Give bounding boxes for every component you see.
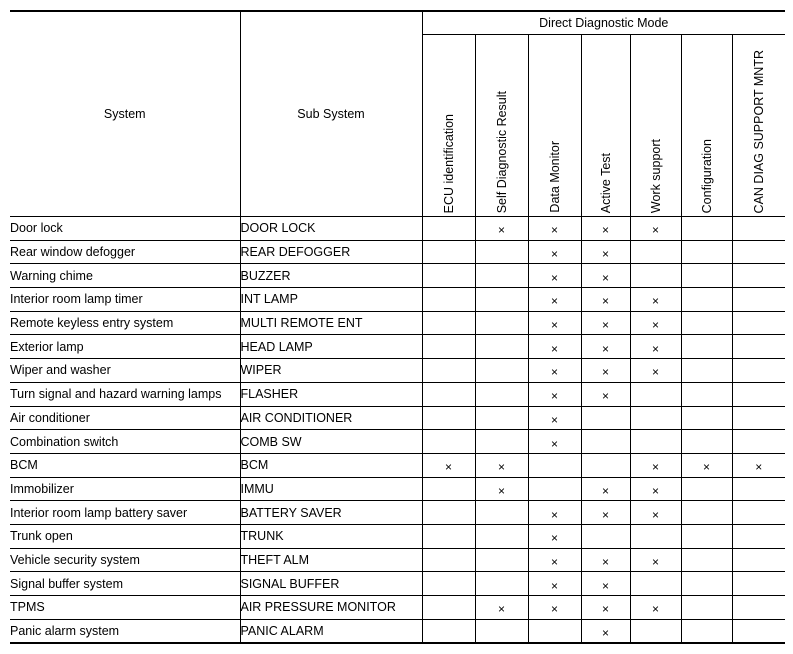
mode-mark-cell [630, 217, 681, 241]
sub-system-cell: DOOR LOCK [240, 217, 422, 241]
table-row [10, 548, 785, 572]
mode-mark-cell [422, 288, 475, 312]
mark-x: × [550, 341, 558, 356]
mode-mark-cell [475, 382, 528, 406]
mark-x: × [550, 507, 558, 522]
header-work-support: Work support [630, 35, 681, 217]
mode-mark-cell [630, 406, 681, 430]
mode-mark-cell [732, 453, 785, 477]
sub-system-cell: TRUNK [240, 524, 422, 548]
mark-x: × [651, 341, 659, 356]
mode-mark-cell [528, 572, 581, 596]
mode-mark-cell [528, 548, 581, 572]
mode-mark-cell [528, 217, 581, 241]
mode-mark-cell [422, 359, 475, 383]
mode-mark-cell [581, 288, 630, 312]
system-cell: Remote keyless entry system [10, 311, 240, 335]
system-cell: Immobilizer [10, 477, 240, 501]
mode-mark-cell [681, 335, 732, 359]
mode-mark-cell [422, 240, 475, 264]
mode-mark-cell [528, 382, 581, 406]
mode-mark-cell [475, 548, 528, 572]
mark-x: × [651, 223, 659, 238]
mode-mark-cell [630, 264, 681, 288]
mark-x: × [550, 602, 558, 617]
sub-system-cell: IMMU [240, 477, 422, 501]
mode-mark-cell [475, 619, 528, 643]
mark-x: × [702, 460, 710, 475]
mode-mark-cell [681, 240, 732, 264]
mark-x: × [651, 602, 659, 617]
system-cell: Warning chime [10, 264, 240, 288]
mode-mark-cell [630, 524, 681, 548]
mark-x: × [550, 578, 558, 593]
header-configuration: Configuration [681, 35, 732, 217]
mark-x: × [550, 294, 558, 309]
mode-mark-cell [581, 453, 630, 477]
mode-mark-cell [732, 548, 785, 572]
header-ecu-identification: ECU identification [422, 35, 475, 217]
mode-mark-cell [422, 335, 475, 359]
mode-mark-cell [581, 477, 630, 501]
mark-x: × [601, 223, 609, 238]
mark-x: × [651, 507, 659, 522]
mode-mark-cell [422, 453, 475, 477]
mode-mark-cell [422, 406, 475, 430]
mode-mark-cell [630, 359, 681, 383]
sub-system-cell: INT LAMP [240, 288, 422, 312]
mark-x: × [601, 270, 609, 285]
mode-mark-cell [681, 619, 732, 643]
mode-mark-cell [581, 619, 630, 643]
mark-x: × [601, 554, 609, 569]
mode-mark-cell [475, 524, 528, 548]
mark-x: × [601, 294, 609, 309]
system-cell: Vehicle security system [10, 548, 240, 572]
mode-mark-cell [732, 619, 785, 643]
mode-mark-cell [681, 524, 732, 548]
mode-mark-cell [581, 430, 630, 454]
mode-mark-cell [475, 240, 528, 264]
mode-mark-cell [630, 477, 681, 501]
mode-mark-cell [528, 477, 581, 501]
mark-x: × [444, 460, 452, 475]
mark-x: × [550, 318, 558, 333]
mark-x: × [497, 602, 505, 617]
mode-mark-cell [630, 501, 681, 525]
mode-mark-cell [681, 217, 732, 241]
mode-mark-cell [581, 501, 630, 525]
mark-x: × [651, 483, 659, 498]
system-cell: Signal buffer system [10, 572, 240, 596]
mode-mark-cell [732, 240, 785, 264]
sub-system-cell: COMB SW [240, 430, 422, 454]
mode-mark-cell [581, 382, 630, 406]
mode-mark-cell [528, 619, 581, 643]
sub-system-cell: HEAD LAMP [240, 335, 422, 359]
mode-mark-cell [422, 548, 475, 572]
table-row [10, 240, 785, 264]
table-row [10, 264, 785, 288]
mode-mark-cell [475, 477, 528, 501]
mode-mark-cell [630, 311, 681, 335]
mode-mark-cell [732, 501, 785, 525]
mode-mark-cell [581, 240, 630, 264]
mode-mark-cell [475, 453, 528, 477]
mark-x: × [651, 294, 659, 309]
mode-mark-cell [681, 548, 732, 572]
header-row-top [10, 11, 785, 35]
mark-x: × [601, 247, 609, 262]
table-row [10, 477, 785, 501]
mode-mark-cell [630, 572, 681, 596]
mark-x: × [550, 412, 558, 427]
mark-x: × [755, 460, 763, 475]
system-cell: Rear window defogger [10, 240, 240, 264]
mode-mark-cell [681, 572, 732, 596]
mode-mark-cell [732, 359, 785, 383]
mode-mark-cell [475, 596, 528, 620]
mode-mark-cell [528, 359, 581, 383]
table-row [10, 288, 785, 312]
diagnostic-table-container [10, 10, 785, 644]
mode-mark-cell [630, 453, 681, 477]
mark-x: × [651, 365, 659, 380]
mark-x: × [601, 341, 609, 356]
mode-mark-cell [475, 264, 528, 288]
header-self-diagnostic-result: Self Diagnostic Result [475, 35, 528, 217]
mode-mark-cell [475, 288, 528, 312]
mode-mark-cell [681, 596, 732, 620]
mode-mark-cell [732, 335, 785, 359]
mode-mark-cell [422, 430, 475, 454]
mode-mark-cell [422, 501, 475, 525]
header-system: System [10, 11, 240, 217]
mode-mark-cell [528, 288, 581, 312]
table-row [10, 453, 785, 477]
system-cell: Turn signal and hazard warning lamps [10, 382, 240, 406]
mode-mark-cell [732, 288, 785, 312]
sub-system-cell: AIR CONDITIONER [240, 406, 422, 430]
mode-mark-cell [630, 596, 681, 620]
mode-mark-cell [630, 430, 681, 454]
mode-mark-cell [681, 430, 732, 454]
mode-mark-cell [630, 382, 681, 406]
mode-mark-cell [528, 240, 581, 264]
mark-x: × [601, 602, 609, 617]
mark-x: × [601, 626, 609, 641]
header-sub-system: Sub System [240, 11, 422, 217]
mode-mark-cell [581, 335, 630, 359]
table-row [10, 359, 785, 383]
mode-mark-cell [630, 619, 681, 643]
mode-mark-cell [528, 430, 581, 454]
mode-mark-cell [681, 288, 732, 312]
mode-mark-cell [528, 501, 581, 525]
mark-x: × [550, 554, 558, 569]
table-row [10, 430, 785, 454]
sub-system-cell: FLASHER [240, 382, 422, 406]
table-row [10, 335, 785, 359]
mode-mark-cell [630, 548, 681, 572]
system-cell: Combination switch [10, 430, 240, 454]
mode-mark-cell [528, 524, 581, 548]
table-row [10, 596, 785, 620]
mode-mark-cell [581, 311, 630, 335]
system-cell: Door lock [10, 217, 240, 241]
sub-system-cell: BUZZER [240, 264, 422, 288]
table-body [10, 217, 785, 644]
table-row [10, 572, 785, 596]
mode-mark-cell [681, 359, 732, 383]
sub-system-cell: BCM [240, 453, 422, 477]
sub-system-cell: WIPER [240, 359, 422, 383]
sub-system-cell: REAR DEFOGGER [240, 240, 422, 264]
mark-x: × [550, 247, 558, 262]
header-active-test: Active Test [581, 35, 630, 217]
mode-mark-cell [528, 311, 581, 335]
mode-mark-cell [475, 217, 528, 241]
diagnostic-mode-table [10, 10, 785, 644]
mode-mark-cell [732, 264, 785, 288]
mode-mark-cell [681, 453, 732, 477]
mode-mark-cell [475, 406, 528, 430]
header-data-monitor: Data Monitor [528, 35, 581, 217]
mode-mark-cell [681, 501, 732, 525]
sub-system-cell: SIGNAL BUFFER [240, 572, 422, 596]
mark-x: × [497, 483, 505, 498]
mode-mark-cell [475, 430, 528, 454]
system-cell: Panic alarm system [10, 619, 240, 643]
sub-system-cell: THEFT ALM [240, 548, 422, 572]
mode-mark-cell [475, 335, 528, 359]
header-direct-diagnostic-mode: Direct Diagnostic Mode [422, 11, 785, 35]
mode-mark-cell [581, 406, 630, 430]
table-row [10, 501, 785, 525]
mark-x: × [601, 483, 609, 498]
mode-mark-cell [681, 311, 732, 335]
mode-mark-cell [422, 264, 475, 288]
mode-mark-cell [422, 619, 475, 643]
mode-mark-cell [732, 382, 785, 406]
sub-system-cell: BATTERY SAVER [240, 501, 422, 525]
mark-x: × [601, 365, 609, 380]
table-row [10, 311, 785, 335]
mode-mark-cell [581, 548, 630, 572]
table-row [10, 406, 785, 430]
mode-mark-cell [422, 382, 475, 406]
mark-x: × [550, 531, 558, 546]
mode-mark-cell [422, 524, 475, 548]
mode-mark-cell [732, 477, 785, 501]
mark-x: × [550, 436, 558, 451]
mode-mark-cell [528, 335, 581, 359]
mode-mark-cell [581, 572, 630, 596]
mode-mark-cell [681, 406, 732, 430]
system-cell: TPMS [10, 596, 240, 620]
table-row [10, 619, 785, 643]
mode-mark-cell [475, 572, 528, 596]
system-cell: Interior room lamp timer [10, 288, 240, 312]
table-row [10, 382, 785, 406]
mode-mark-cell [475, 311, 528, 335]
mode-mark-cell [732, 430, 785, 454]
mode-mark-cell [581, 359, 630, 383]
mode-mark-cell [581, 217, 630, 241]
mode-mark-cell [732, 217, 785, 241]
mode-mark-cell [732, 311, 785, 335]
sub-system-cell: AIR PRESSURE MONITOR [240, 596, 422, 620]
system-cell: Trunk open [10, 524, 240, 548]
mode-mark-cell [681, 382, 732, 406]
system-cell: Interior room lamp battery saver [10, 501, 240, 525]
mode-mark-cell [528, 406, 581, 430]
mode-mark-cell [581, 596, 630, 620]
header-can-diag-support-mntr: CAN DIAG SUPPORT MNTR [732, 35, 785, 217]
mark-x: × [497, 460, 505, 475]
mode-mark-cell [528, 596, 581, 620]
mode-mark-cell [422, 572, 475, 596]
table-row [10, 217, 785, 241]
mode-mark-cell [630, 335, 681, 359]
sub-system-cell: PANIC ALARM [240, 619, 422, 643]
mark-x: × [651, 318, 659, 333]
mode-mark-cell [581, 524, 630, 548]
mark-x: × [601, 318, 609, 333]
mark-x: × [601, 389, 609, 404]
mark-x: × [601, 578, 609, 593]
mode-mark-cell [528, 453, 581, 477]
mode-mark-cell [630, 240, 681, 264]
mode-mark-cell [732, 596, 785, 620]
system-cell: Wiper and washer [10, 359, 240, 383]
mark-x: × [550, 389, 558, 404]
mode-mark-cell [581, 264, 630, 288]
system-cell: Exterior lamp [10, 335, 240, 359]
mode-mark-cell [528, 264, 581, 288]
mode-mark-cell [422, 311, 475, 335]
sub-system-cell: MULTI REMOTE ENT [240, 311, 422, 335]
mode-mark-cell [732, 406, 785, 430]
mode-mark-cell [732, 572, 785, 596]
mode-mark-cell [732, 524, 785, 548]
mode-mark-cell [422, 596, 475, 620]
mark-x: × [550, 365, 558, 380]
mode-mark-cell [681, 477, 732, 501]
mode-mark-cell [422, 477, 475, 501]
mode-mark-cell [475, 359, 528, 383]
mode-mark-cell [475, 501, 528, 525]
mark-x: × [550, 223, 558, 238]
mark-x: × [601, 507, 609, 522]
mark-x: × [651, 554, 659, 569]
system-cell: BCM [10, 453, 240, 477]
mode-mark-cell [681, 264, 732, 288]
mode-mark-cell [422, 217, 475, 241]
mark-x: × [550, 270, 558, 285]
mode-mark-cell [630, 288, 681, 312]
table-row [10, 524, 785, 548]
mark-x: × [497, 223, 505, 238]
system-cell: Air conditioner [10, 406, 240, 430]
mark-x: × [651, 460, 659, 475]
